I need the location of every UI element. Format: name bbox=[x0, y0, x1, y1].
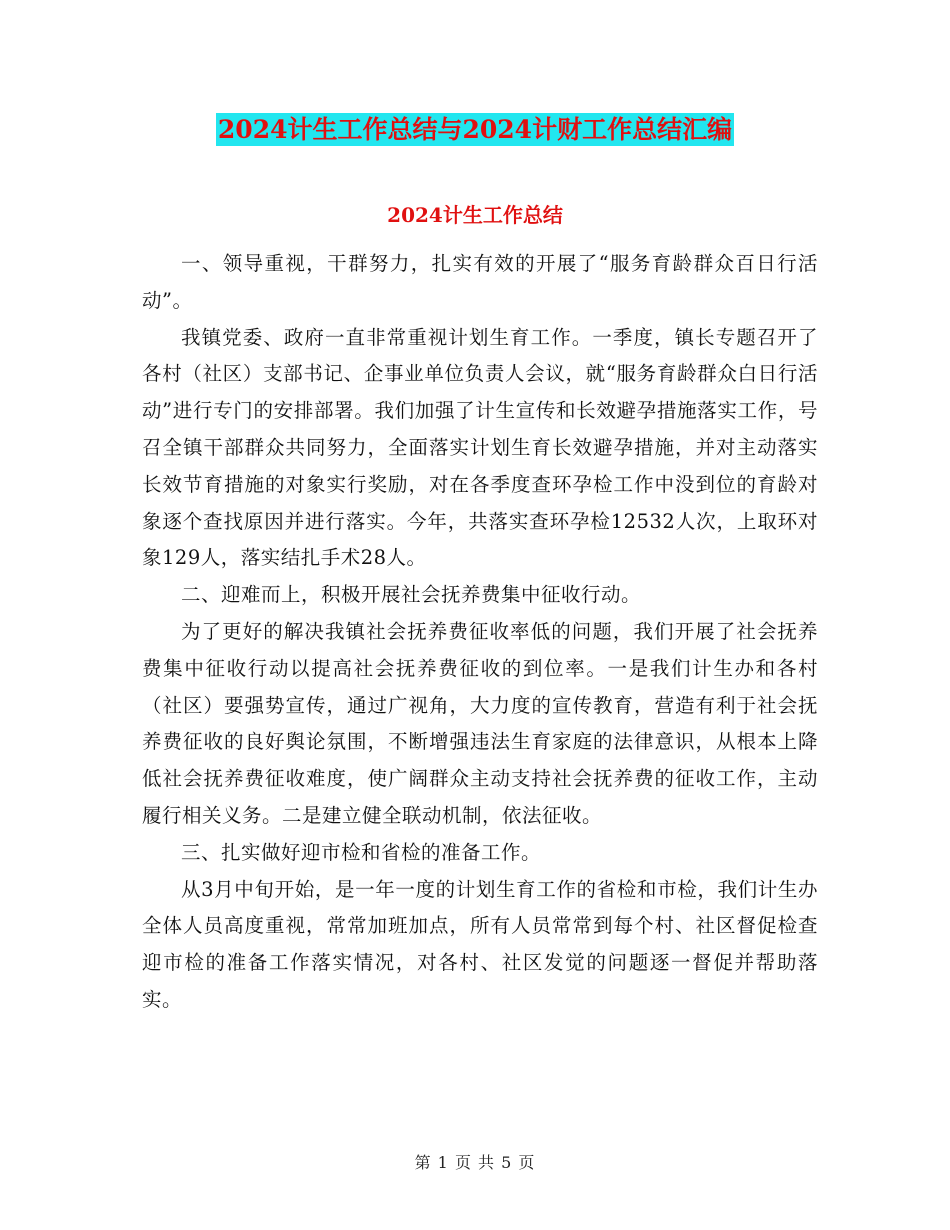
paragraph: 从3月中旬开始，是一年一度的计划生育工作的省检和市检，我们计生办全体人员高度重视，常常加班加点，所有人员常常到每个村、社区督促检查迎市检的准备工作落实情况，对各村、社区发觉的问题逐一督促并帮助落实。 bbox=[142, 877, 818, 1011]
section-title: 2024计生工作总结 bbox=[387, 203, 563, 227]
document-title-text: 2024计生工作总结与2024计财工作总结汇编 bbox=[217, 115, 733, 144]
paragraph-heading-3: 三、扎实做好迎市检和省检的准备工作。 bbox=[181, 840, 542, 864]
paragraph: 为了更好的解决我镇社会抚养费征收率低的问题，我们开展了社会抚养费集中征收行动以提高社会抚养费征收的到位率。一是我们计生办和各村（社区）要强势宣传，通过广视角，大力度的宣传教育，营造有利于社会抚养费征收的良好舆论氛围，不断增强违法生育家庭的法律意识，从根本上降低社会抚养费征收难度，使广阔群众主动支持社会抚养费的征收工作，主动履行相关义务。二是建立健全联动机制，依法征收。 bbox=[142, 619, 818, 827]
paragraph-heading-1: 一、领导重视，干群努力，扎实有效的开展了“服务育龄群众百日行活动”。 bbox=[142, 252, 818, 312]
paragraph-heading-2: 二、迎难而上，积极开展社会抚养费集中征收行动。 bbox=[181, 583, 642, 607]
paragraph: 我镇党委、政府一直非常重视计划生育工作。一季度，镇长专题召开了各村（社区）支部书记、企事业单位负责人会议，就“服务育龄群众白日行活动”进行专门的安排部署。我们加强了计生宣传和长效避孕措施落实工作，号召全镇干部群众共同努力，全面落实计划生育长效避孕措施，并对主动落实长效节育措施的对象实行奖励，对在各季度查环孕检工作中没到位的育龄对象逐个查找原因并进行落实。今年，共落实查环孕检12532人次，上取环对象129人，落实结扎手术28人。 bbox=[142, 325, 818, 570]
document-body bbox=[142, 246, 818, 1019]
page-footer: 第 1 页 共 5 页 bbox=[414, 1153, 536, 1172]
document-title bbox=[0, 110, 950, 150]
